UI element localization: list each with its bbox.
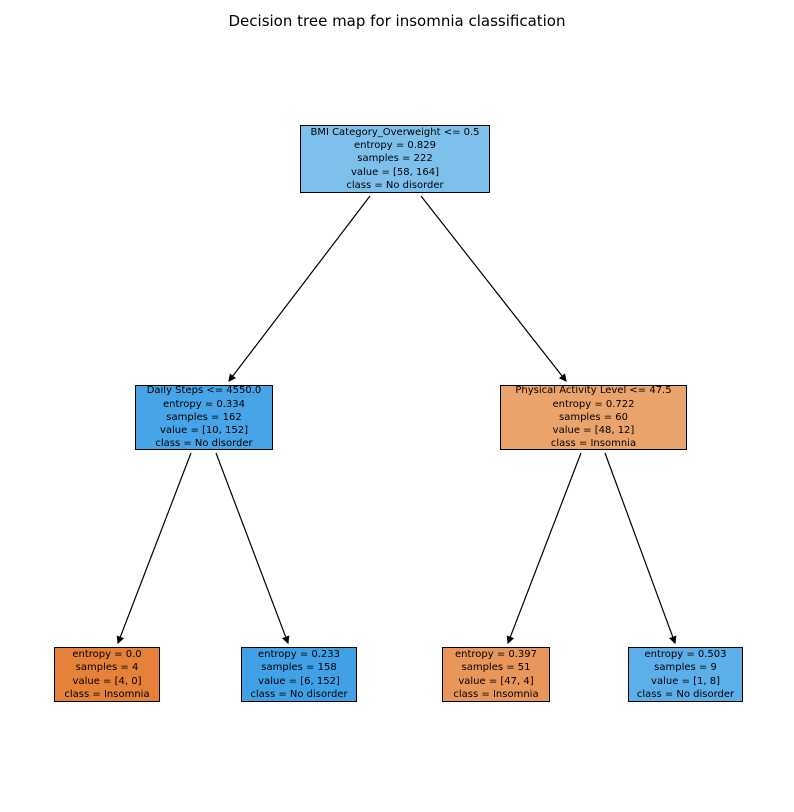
figure-title: Decision tree map for insomnia classification — [228, 12, 566, 30]
node-value: value = [4, 0] — [72, 675, 142, 687]
node-class: class = Insomnia — [453, 688, 539, 700]
tree-node-root — [300, 125, 490, 193]
edge-left-to-leaf2 — [216, 453, 288, 643]
edge-left-to-leaf1 — [118, 453, 191, 643]
node-samples: samples = 4 — [75, 662, 139, 674]
node-value: value = [47, 4] — [458, 675, 534, 687]
tree-leaf-4 — [628, 647, 743, 702]
node-condition: BMI Category_Overweight <= 0.5 — [310, 126, 480, 138]
node-samples: samples = 222 — [357, 153, 433, 165]
node-samples: samples = 158 — [261, 662, 337, 674]
node-condition: Physical Activity Level <= 47.5 — [515, 385, 672, 397]
node-class: class = No disorder — [155, 438, 253, 450]
node-entropy: entropy = 0.503 — [644, 648, 727, 660]
node-entropy: entropy = 0.722 — [552, 398, 635, 410]
node-entropy: entropy = 0.397 — [454, 648, 538, 660]
node-class: class = No disorder — [636, 688, 735, 700]
tree-leaf-2 — [241, 647, 357, 702]
node-entropy: entropy = 0.829 — [353, 140, 437, 152]
tree-leaf-3 — [442, 647, 550, 702]
node-value: value = [58, 164] — [350, 166, 440, 178]
node-samples: samples = 51 — [461, 662, 531, 674]
node-condition: Daily Steps <= 4550.0 — [146, 385, 262, 397]
node-entropy: entropy = 0.334 — [162, 398, 246, 410]
edge-root-to-left — [229, 196, 370, 381]
node-class: class = Insomnia — [550, 438, 637, 450]
node-samples: samples = 9 — [654, 662, 717, 674]
edge-root-to-right — [421, 196, 566, 381]
edge-right-to-leaf3 — [508, 453, 581, 643]
node-entropy: entropy = 0.0 — [72, 648, 142, 660]
node-value: value = [6, 152] — [258, 675, 340, 687]
node-entropy: entropy = 0.233 — [257, 648, 341, 660]
node-value: value = [1, 8] — [651, 675, 720, 687]
tree-node-physical-activity — [500, 385, 687, 450]
node-value: value = [10, 152] — [159, 425, 249, 437]
tree-node-daily-steps — [135, 385, 273, 450]
node-value: value = [48, 12] — [552, 425, 635, 437]
node-samples: samples = 162 — [166, 411, 242, 423]
tree-leaf-1 — [54, 647, 160, 702]
node-class: class = No disorder — [346, 179, 444, 191]
node-samples: samples = 60 — [558, 411, 629, 423]
edge-right-to-leaf4 — [605, 453, 675, 643]
node-class: class = No disorder — [250, 688, 348, 700]
node-class: class = Insomnia — [64, 688, 150, 700]
